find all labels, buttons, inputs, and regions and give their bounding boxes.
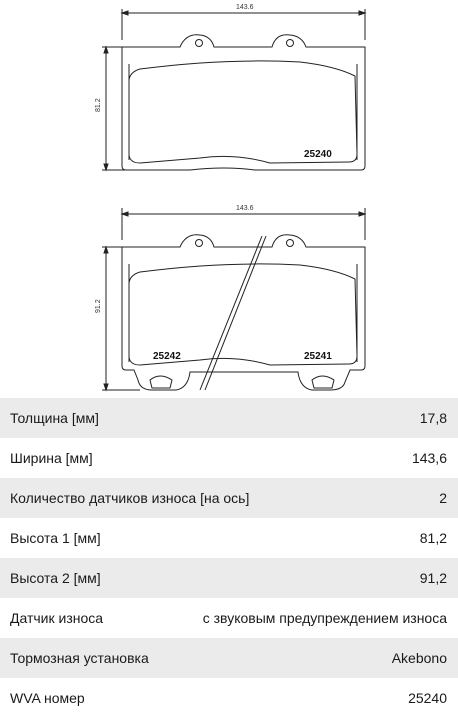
spec-value: 25240 [408, 690, 447, 706]
top-pad-height-label: 81.2 [95, 98, 102, 112]
spec-label: Ширина [мм] [10, 450, 93, 466]
spec-label: Датчик износа [10, 610, 104, 626]
spec-row-wva-number [0, 678, 458, 718]
spec-row-brake-system [0, 638, 458, 678]
top-pad-width-dimension [122, 9, 365, 40]
spec-label: WVA номер [10, 690, 85, 706]
spec-label: Высота 1 [мм] [10, 530, 101, 546]
specifications-table [0, 398, 458, 718]
bottom-pad-outline [122, 235, 365, 390]
spec-row-width [0, 438, 458, 478]
bottom-pad-height-dimension [102, 247, 140, 390]
spec-label: Количество датчиков износа [на ось] [10, 490, 250, 506]
bottom-pad-height-label: 91.2 [95, 299, 102, 313]
bottom-pad-part-number-left: 25242 [153, 351, 181, 362]
wear-sensor-wire [200, 236, 266, 390]
spec-row-height-1 [0, 518, 458, 558]
bottom-pad-part-number-right: 25241 [304, 351, 332, 362]
spec-row-height-2 [0, 558, 458, 598]
spec-value: 81,2 [419, 530, 447, 546]
spec-value: 143,6 [411, 450, 447, 466]
spec-row-wear-sensor [0, 598, 458, 638]
spec-label: Высота 2 [мм] [10, 570, 101, 586]
bottom-pad-width-dimension [122, 208, 365, 240]
spec-value: Akebono [391, 650, 447, 666]
spec-label: Толщина [мм] [10, 410, 99, 426]
top-pad-part-number: 25240 [304, 149, 332, 160]
spec-row-thickness [0, 398, 458, 438]
spec-value: 2 [439, 490, 447, 506]
top-pad-friction [129, 61, 357, 163]
spec-value: 17,8 [419, 410, 447, 426]
spec-value: 91,2 [419, 570, 447, 586]
bottom-pad-friction [129, 264, 357, 365]
spec-value: с звуковым предупреждением износа [202, 610, 447, 626]
top-pad-width-label: 143.6 [236, 4, 254, 11]
bottom-pad-width-label: 143.6 [236, 205, 254, 212]
spec-label: Тормозная установка [10, 650, 149, 666]
spec-row-sensor-count [0, 478, 458, 518]
